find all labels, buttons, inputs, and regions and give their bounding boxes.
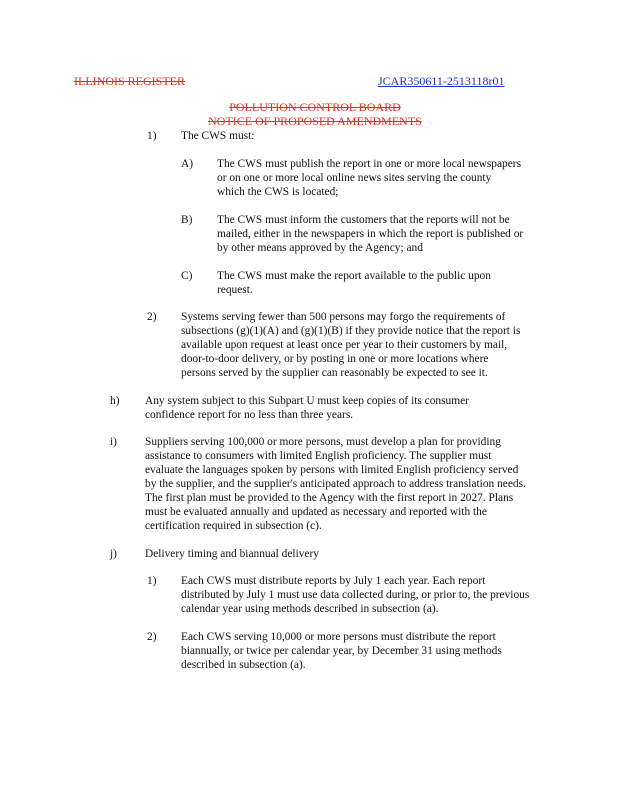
section-heading: Delivery timing and biannual delivery xyxy=(145,548,319,560)
item-text-line: Systems serving fewer than 500 persons may forgo the requirements of xyxy=(181,311,506,323)
item-text-line: persons served by the supplier can reasonably be expected to see it. xyxy=(181,367,488,379)
document-id-link[interactable]: JCAR350611-2513118r01 xyxy=(378,74,505,88)
section-text-line: Suppliers serving 100,000 or more persons, must develop a plan for providing xyxy=(145,436,501,448)
item-text-line: Each CWS serving 10,000 or more persons must distribute the report xyxy=(181,631,496,643)
section-label: i) xyxy=(110,436,117,448)
register-header: ILLINOIS REGISTER xyxy=(74,74,185,88)
item-text-line: described in subsection (a). xyxy=(181,659,306,671)
subitem-text-line: The CWS must publish the report in one or more local newspapers xyxy=(217,158,521,170)
subitem-label: A) xyxy=(181,158,194,170)
section-text-line: must be evaluated annually and updated as necessary and reported with the xyxy=(145,506,487,518)
item-text-line: subsections (g)(1)(A) and (g)(1)(B) if they provide notice that the report is xyxy=(181,325,521,337)
section-label: j) xyxy=(110,548,117,560)
subitem-text-line: which the CWS is located; xyxy=(217,186,339,198)
item-text-line: calendar year using methods described in subsection (a). xyxy=(181,603,439,615)
item-text-line: available upon request at least once per year to their customers by mail, xyxy=(181,339,508,351)
board-title: POLLUTION CONTROL BOARD xyxy=(229,100,401,114)
item-lead-text: The CWS must: xyxy=(181,130,255,142)
section-text-line: evaluate the languages spoken by persons with limited English proficiency served xyxy=(145,464,519,476)
subitem-label: C) xyxy=(181,270,193,282)
section-text-line: confidence report for no less than three years. xyxy=(145,409,354,421)
subitem-text-line: The CWS must make the report available to the public upon xyxy=(217,270,491,282)
section-text-line: The first plan must be provided to the Agency with the first report in 2027. Plans xyxy=(145,492,514,504)
section-text-line: by the supplier, and the supplier's anticipated approach to address translation needs. xyxy=(145,478,526,490)
item-number: 1) xyxy=(147,130,157,142)
subitem-text-line: request. xyxy=(217,284,253,296)
section-label: h) xyxy=(110,395,120,407)
notice-title: NOTICE OF PROPOSED AMENDMENTS xyxy=(208,114,422,128)
item-text-line: Each CWS must distribute reports by July 1 each year. Each report xyxy=(181,575,486,587)
subitem-text-line: or on one or more local online news sites serving the county xyxy=(217,172,492,184)
section-text-line: assistance to consumers with limited English proficiency. The supplier must xyxy=(145,450,492,462)
subitem-text-line: The CWS must inform the customers that the reports will not be xyxy=(217,214,510,226)
subitem-text-line: by other means approved by the Agency; and xyxy=(217,242,423,254)
item-number: 2) xyxy=(147,631,157,643)
section-text-line: Any system subject to this Subpart U must keep copies of its consumer xyxy=(145,395,469,407)
item-text-line: door-to-door delivery, or by posting in one or more locations where xyxy=(181,353,489,365)
item-number: 1) xyxy=(147,575,157,587)
item-text-line: biannually, or twice per calendar year, by December 31 using methods xyxy=(181,645,502,657)
section-text-line: certification required in subsection (c). xyxy=(145,520,322,532)
subitem-text-line: mailed, either in the newspapers in which the report is published or xyxy=(217,228,524,240)
subitem-label: B) xyxy=(181,214,193,226)
item-number: 2) xyxy=(147,311,157,323)
item-text-line: distributed by July 1 must use data collected during, or prior to, the previous xyxy=(181,589,530,601)
